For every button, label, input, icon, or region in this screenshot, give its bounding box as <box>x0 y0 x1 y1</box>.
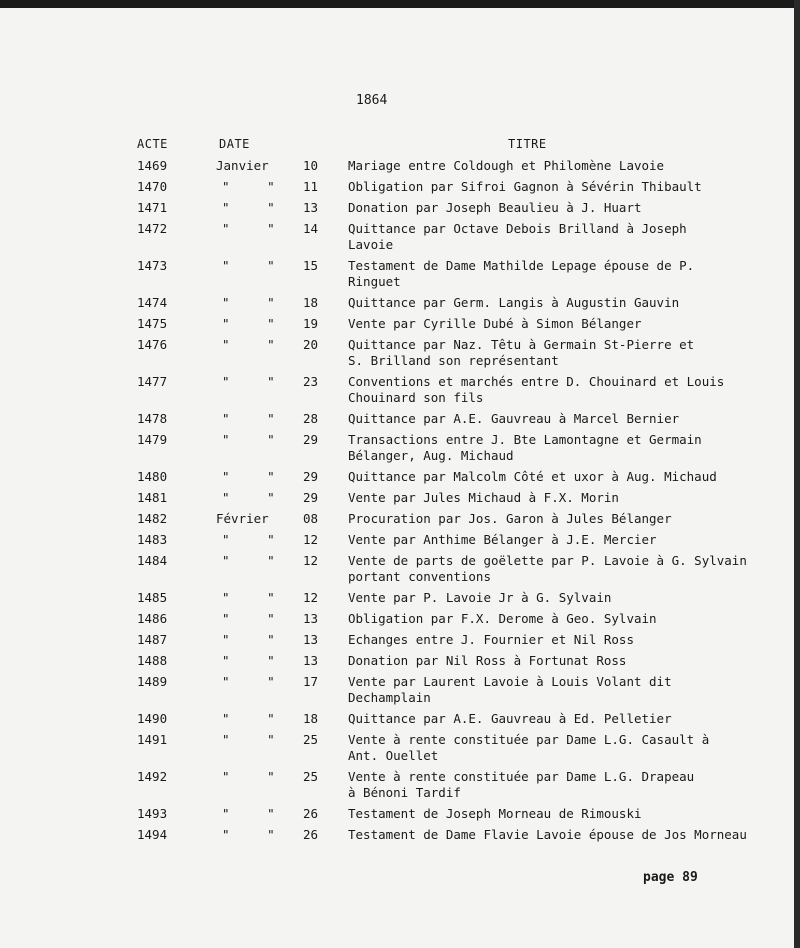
date-day: 11 <box>303 179 319 194</box>
date-ditto-mark: " " <box>222 295 275 310</box>
acte-number: 1483 <box>137 532 168 547</box>
date-ditto-mark: " " <box>222 411 275 426</box>
acte-number: 1478 <box>137 411 168 426</box>
date-ditto-mark: " " <box>222 490 275 505</box>
acte-titre: Echanges entre J. Fournier et Nil Ross <box>348 632 634 647</box>
acte-number: 1476 <box>137 337 168 352</box>
acte-number: 1494 <box>137 827 168 842</box>
column-header-acte: ACTE <box>137 137 168 151</box>
acte-titre: Quittance par Naz. Têtu à Germain St-Pierre et S. Brilland son représentant <box>348 337 695 368</box>
date-day: 18 <box>303 711 319 726</box>
acte-titre: Transactions entre J. Bte Lamontagne et Germain Bélanger, Aug. Michaud <box>348 432 702 463</box>
date-ditto-mark: " " <box>222 674 275 689</box>
acte-number: 1473 <box>137 258 168 273</box>
date-month: Février <box>216 511 269 526</box>
date-month: Janvier <box>216 158 269 173</box>
date-day: 17 <box>303 674 319 689</box>
date-ditto-mark: " " <box>222 258 275 273</box>
date-ditto-mark: " " <box>222 769 275 784</box>
acte-number: 1469 <box>137 158 168 173</box>
date-day: 23 <box>303 374 319 389</box>
acte-titre: Procuration par Jos. Garon à Jules Bélanger <box>348 511 672 526</box>
acte-number: 1474 <box>137 295 168 310</box>
date-ditto-mark: " " <box>222 827 275 842</box>
date-day: 26 <box>303 806 319 821</box>
date-day: 13 <box>303 611 319 626</box>
acte-titre: Testament de Dame Mathilde Lepage épouse de P. Ringuet <box>348 258 695 289</box>
acte-titre: Testament de Dame Flavie Lavoie épouse de Jos Morneau <box>348 827 747 842</box>
date-ditto-mark: " " <box>222 179 275 194</box>
date-day: 12 <box>303 553 319 568</box>
acte-titre: Conventions et marchés entre D. Chouinard et Louis Chouinard son fils <box>348 374 725 405</box>
acte-number: 1479 <box>137 432 168 447</box>
acte-titre: Obligation par Sifroi Gagnon à Sévérin Thibault <box>348 179 702 194</box>
column-header-date: DATE <box>219 137 250 151</box>
date-day: 13 <box>303 653 319 668</box>
acte-number: 1481 <box>137 490 168 505</box>
acte-titre: Vente par Anthime Bélanger à J.E. Mercier <box>348 532 657 547</box>
date-day: 13 <box>303 632 319 647</box>
date-day: 12 <box>303 532 319 547</box>
acte-titre: Quittance par Germ. Langis à Augustin Gauvin <box>348 295 680 310</box>
date-day: 29 <box>303 490 319 505</box>
date-ditto-mark: " " <box>222 221 275 236</box>
acte-titre: Donation par Nil Ross à Fortunat Ross <box>348 653 627 668</box>
acte-titre: Vente à rente constituée par Dame L.G. Drapeau à Bénoni Tardif <box>348 769 695 800</box>
acte-number: 1470 <box>137 179 168 194</box>
scan-edge-top <box>0 0 800 8</box>
date-day: 18 <box>303 295 319 310</box>
acte-number: 1477 <box>137 374 168 389</box>
date-ditto-mark: " " <box>222 806 275 821</box>
acte-titre: Vente par Jules Michaud à F.X. Morin <box>348 490 619 505</box>
acte-number: 1493 <box>137 806 168 821</box>
acte-titre: Quittance par Octave Debois Brilland à Joseph Lavoie <box>348 221 687 252</box>
date-day: 25 <box>303 732 319 747</box>
acte-number: 1480 <box>137 469 168 484</box>
date-day: 26 <box>303 827 319 842</box>
date-day: 14 <box>303 221 319 236</box>
date-ditto-mark: " " <box>222 432 275 447</box>
acte-number: 1486 <box>137 611 168 626</box>
acte-number: 1491 <box>137 732 168 747</box>
acte-titre: Vente par P. Lavoie Jr à G. Sylvain <box>348 590 612 605</box>
date-day: 19 <box>303 316 319 331</box>
date-ditto-mark: " " <box>222 711 275 726</box>
column-header-titre: TITRE <box>508 137 547 151</box>
date-ditto-mark: " " <box>222 632 275 647</box>
date-ditto-mark: " " <box>222 200 275 215</box>
acte-titre: Quittance par Malcolm Côté et uxor à Aug. Michaud <box>348 469 717 484</box>
date-day: 20 <box>303 337 319 352</box>
acte-number: 1482 <box>137 511 168 526</box>
date-ditto-mark: " " <box>222 732 275 747</box>
date-day: 10 <box>303 158 319 173</box>
acte-titre: Testament de Joseph Morneau de Rimouski <box>348 806 642 821</box>
date-ditto-mark: " " <box>222 469 275 484</box>
acte-titre: Vente à rente constituée par Dame L.G. Casault à Ant. Ouellet <box>348 732 710 763</box>
acte-titre: Donation par Joseph Beaulieu à J. Huart <box>348 200 642 215</box>
date-day: 29 <box>303 432 319 447</box>
date-ditto-mark: " " <box>222 653 275 668</box>
acte-titre: Quittance par A.E. Gauvreau à Marcel Bernier <box>348 411 680 426</box>
date-day: 25 <box>303 769 319 784</box>
acte-number: 1472 <box>137 221 168 236</box>
acte-titre: Vente de parts de goëlette par P. Lavoie à G. Sylvain portant conventions <box>348 553 747 584</box>
date-day: 12 <box>303 590 319 605</box>
scan-edge-right <box>794 0 800 948</box>
acte-titre: Vente par Cyrille Dubé à Simon Bélanger <box>348 316 642 331</box>
date-ditto-mark: " " <box>222 611 275 626</box>
date-ditto-mark: " " <box>222 553 275 568</box>
acte-number: 1471 <box>137 200 168 215</box>
date-day: 28 <box>303 411 319 426</box>
date-day: 08 <box>303 511 319 526</box>
date-day: 15 <box>303 258 319 273</box>
acte-number: 1485 <box>137 590 168 605</box>
date-day: 13 <box>303 200 319 215</box>
acte-titre: Obligation par F.X. Derome à Geo. Sylvain <box>348 611 657 626</box>
acte-number: 1484 <box>137 553 168 568</box>
date-ditto-mark: " " <box>222 374 275 389</box>
acte-titre: Mariage entre Coldough et Philomène Lavoie <box>348 158 665 173</box>
acte-titre: Vente par Laurent Lavoie à Louis Volant dit Dechamplain <box>348 674 672 705</box>
date-day: 29 <box>303 469 319 484</box>
date-ditto-mark: " " <box>222 316 275 331</box>
acte-number: 1492 <box>137 769 168 784</box>
date-ditto-mark: " " <box>222 590 275 605</box>
page-number: page 89 <box>643 870 698 885</box>
date-ditto-mark: " " <box>222 337 275 352</box>
acte-number: 1490 <box>137 711 168 726</box>
date-ditto-mark: " " <box>222 532 275 547</box>
acte-number: 1487 <box>137 632 168 647</box>
acte-number: 1475 <box>137 316 168 331</box>
page-year: 1864 <box>356 93 388 108</box>
acte-number: 1488 <box>137 653 168 668</box>
acte-titre: Quittance par A.E. Gauvreau à Ed. Pelletier <box>348 711 672 726</box>
acte-number: 1489 <box>137 674 168 689</box>
